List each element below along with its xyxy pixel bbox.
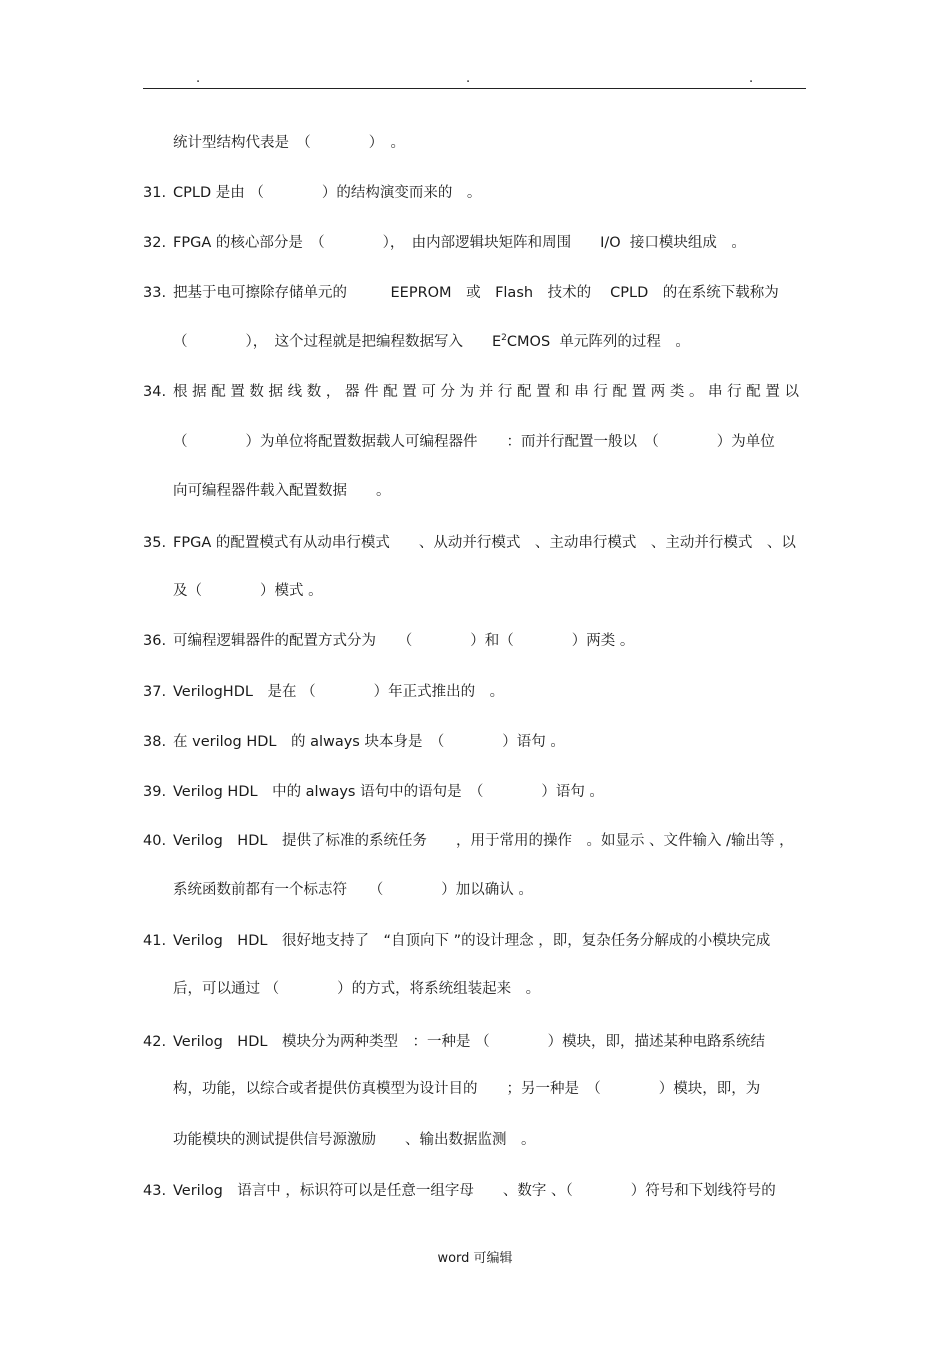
question-number: 42. xyxy=(143,1034,167,1050)
question-42: 42. Verilog HDL 模块分为两种类型 ：一种是 （ ）模块，即，描述某种电路系统结 xyxy=(143,1031,806,1053)
question-38: 38. 在 verilog HDL 的 always 块本身是 （ ）语句 。 xyxy=(143,731,806,753)
question-30-continuation: 统计型结构代表是 （ ） 。 xyxy=(173,135,405,151)
header-dot: . xyxy=(749,71,754,86)
question-number: 31. xyxy=(143,185,167,201)
question-34-continuation: 向可编程器件载入配置数据 。 xyxy=(173,483,391,499)
question-41: 41. Verilog HDL 很好地支持了 “自顶向下 ”的设计理念 ，即，复杂任务分解成的小模块完成 xyxy=(143,930,806,952)
question-number: 41. xyxy=(143,933,167,949)
question-number: 34. xyxy=(143,384,167,400)
question-33: 33. 把基于电可擦除存储单元的 EEPROM 或 Flash 技术的 CPLD 的在系统下载称为 xyxy=(143,282,806,304)
question-39: 39. Verilog HDL 中的 always 语句中的语句是 （ ）语句 。 xyxy=(143,781,806,803)
question-42-continuation: 构，功能，以综合或者提供仿真模型为设计目的 ；另一种是 （ ）模块，即，为 xyxy=(173,1081,761,1097)
question-42-continuation: 功能模块的测试提供信号源激励 、输出数据监测 。 xyxy=(173,1132,536,1148)
page-footer: word 可编辑 xyxy=(437,1251,513,1266)
question-40-continuation: 系统函数前都有一个标志符 （ ）加以确认 。 xyxy=(173,882,533,898)
question-36: 36. 可编程逻辑器件的配置方式分为 （ ）和（ ）两类 。 xyxy=(143,630,806,652)
header-dot: . xyxy=(196,71,201,86)
page-header xyxy=(0,72,950,88)
question-number: 35. xyxy=(143,535,167,551)
header-dot: . xyxy=(466,71,471,86)
question-31: 31. CPLD 是由 （ ）的结构演变而来的 。 xyxy=(143,182,806,204)
question-40: 40. Verilog HDL 提供了标准的系统任务 ，用于常用的操作 。如显示 、文件输入 /输出等 ， xyxy=(143,830,806,852)
question-43: 43. Verilog 语言中 ，标识符可以是任意一组字母 、数字 、（ ）符号和下划线符号的 xyxy=(143,1180,806,1202)
question-number: 40. xyxy=(143,833,167,849)
question-number: 33. xyxy=(143,285,167,301)
question-33-continuation: （ ）， 这个过程就是把编程数据写入 $E^2CMOS$ 单元阵列的过程 。 xyxy=(173,333,690,350)
question-number: 36. xyxy=(143,633,167,649)
question-35: 35. FPGA 的配置模式有从动串行模式 、从动并行模式 、主动串行模式 、主动并行模式 、以 xyxy=(143,532,806,554)
question-number: 43. xyxy=(143,1183,167,1199)
question-37: 37. VerilogHDL 是在 （ ）年正式推出的 。 xyxy=(143,681,806,703)
question-number: 38. xyxy=(143,734,167,750)
question-41-continuation: 后，可以通过 （ ）的方式，将系统组装起来 。 xyxy=(173,981,541,997)
question-number: 39. xyxy=(143,784,167,800)
header-divider xyxy=(143,88,806,89)
question-number: 32. xyxy=(143,235,167,251)
question-number: 37. xyxy=(143,684,167,700)
question-35-continuation: 及（ ）模式 。 xyxy=(173,583,323,599)
question-34: 34. 根 据 配 置 数 据 线 数 ， 器 件 配 置 可 分 为 并 行 配 置 和 串 行 配 置 两 类 。 串 行 配 置 以 xyxy=(143,381,806,403)
question-34-continuation: （ ）为单位将配置数据载人可编程器件 ：而并行配置一般以 （ ）为单位 xyxy=(173,434,775,450)
question-32: 32. FPGA 的核心部分是 （ ）， 由内部逻辑块矩阵和周围 I/O 接口模块组成 。 xyxy=(143,232,806,254)
